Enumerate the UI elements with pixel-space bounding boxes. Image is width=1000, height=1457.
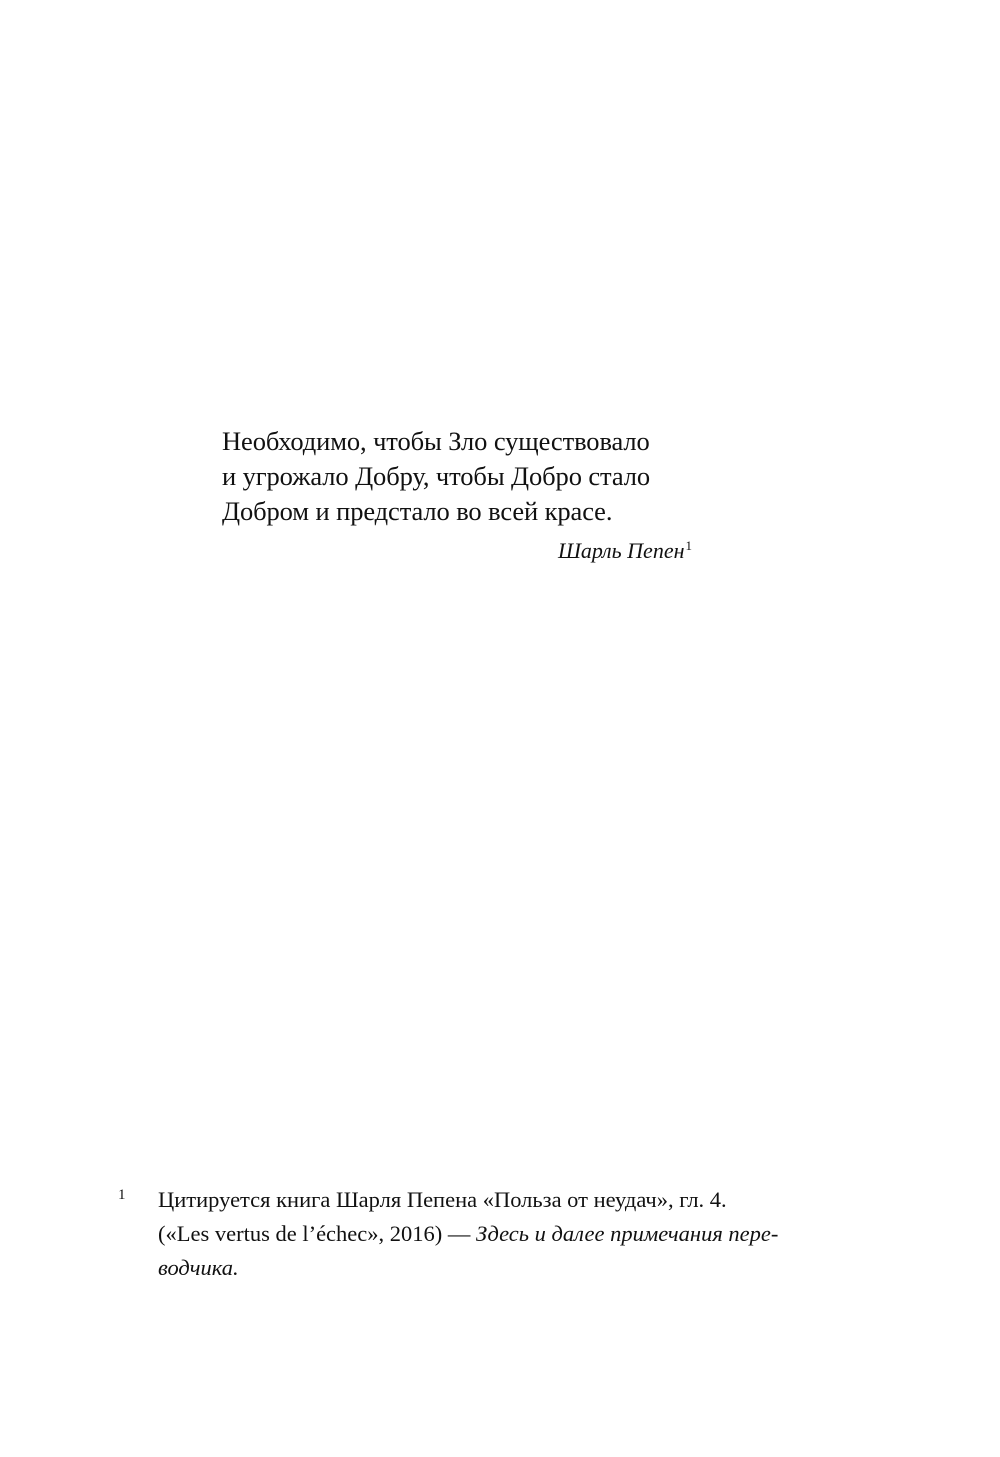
epigraph-attribution: [222, 536, 692, 566]
epigraph-line-1: Необходимо, чтобы Зло существовало: [222, 426, 650, 456]
footnote-translator-note: Здесь и далее примечания пере-: [476, 1221, 779, 1246]
epigraph-line-3: Добром и предстало во всей красе.: [222, 496, 613, 526]
epigraph-line-2: и угрожало Добру, чтобы Добро стало: [222, 461, 651, 491]
footnote-line-1: Цитируется книга Шарля Пепена «Польза от неудач», гл. 4.: [158, 1187, 727, 1212]
epigraph: [222, 424, 702, 566]
footnote-line-2: [158, 1217, 838, 1251]
footnote-number: 1: [118, 1187, 126, 1203]
epigraph-author-name: Шарль Пепен: [557, 538, 685, 563]
footnote-source: («Les vertus de l’échec», 2016) —: [158, 1221, 477, 1246]
footnote-text: [158, 1183, 838, 1285]
footnote-line-3: водчика.: [158, 1255, 239, 1280]
footnote-reference-marker[interactable]: 1: [685, 537, 692, 553]
